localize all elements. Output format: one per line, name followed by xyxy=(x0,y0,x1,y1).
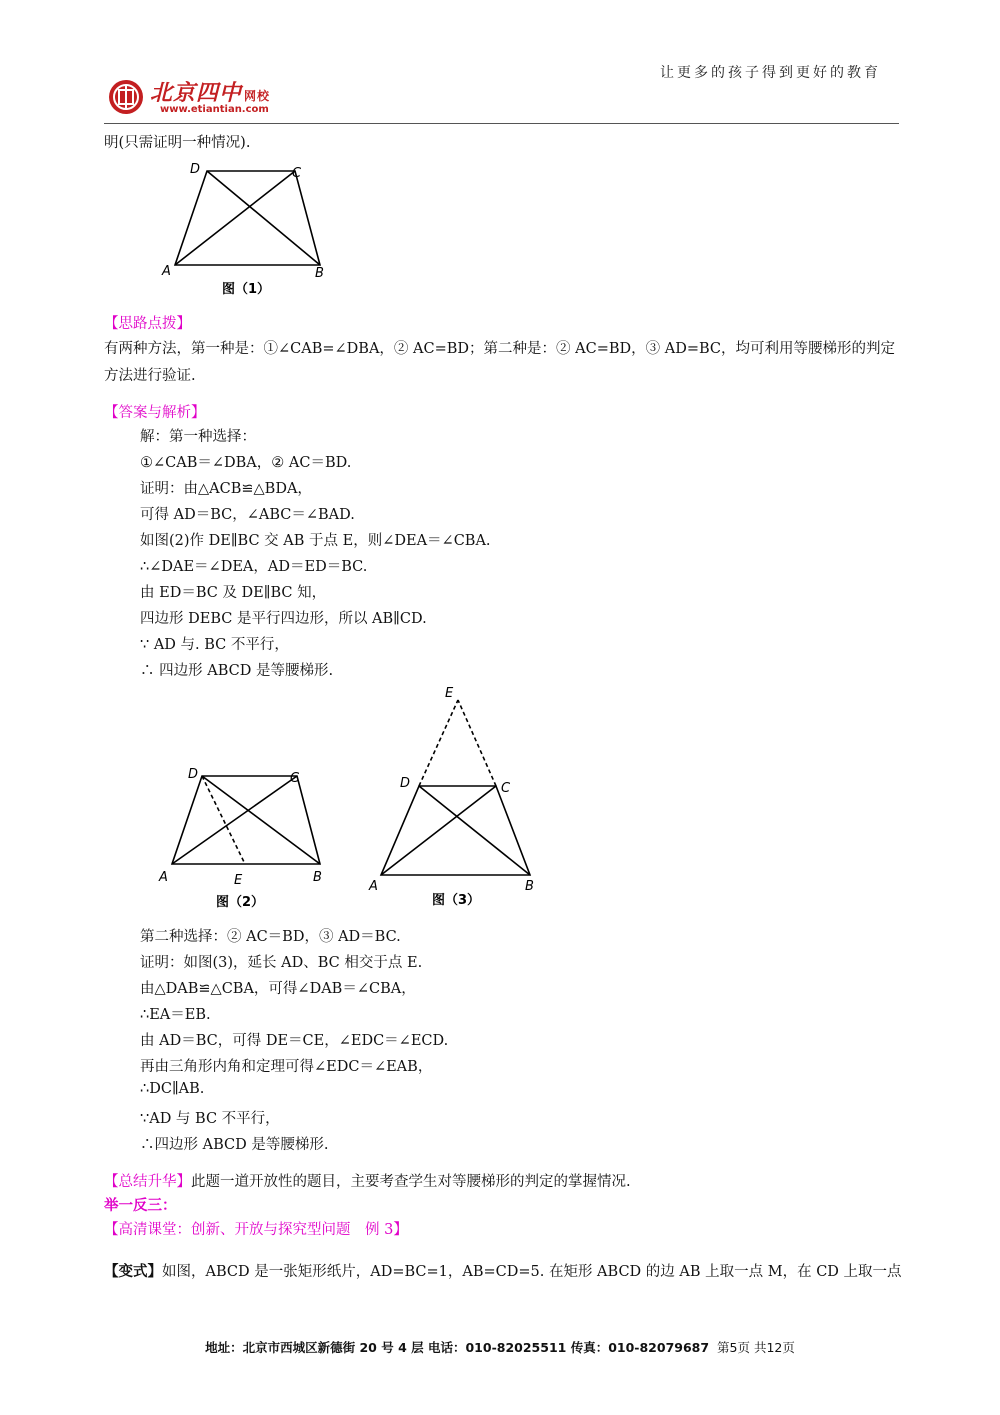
answer-line: ∴ 四边形 ABCD 是等腰梯形. xyxy=(140,663,334,679)
fig3-diagonal-ac xyxy=(381,786,496,875)
fig3-label-e: E xyxy=(445,686,454,701)
answer-line: ①∠CAB＝∠DBA，② AC＝BD. xyxy=(140,455,352,471)
practice-heading: 举一反三： xyxy=(104,1197,177,1214)
variant xyxy=(104,1260,902,1281)
fig1-label-a: A xyxy=(162,264,171,279)
figure-1 xyxy=(150,155,350,300)
fig3-label-a: A xyxy=(369,879,378,894)
answer-line: ∴EA＝EB. xyxy=(140,1007,211,1023)
answer-line: 由 AD＝BC，可得 DE＝CE，∠EDC＝∠ECD. xyxy=(140,1033,449,1049)
logo-url: www.etiantian.com xyxy=(160,104,269,115)
figure-2 xyxy=(150,760,340,915)
footer-page: 第5页 共12页 xyxy=(717,1340,795,1355)
fig1-diagonal-ac xyxy=(175,171,295,265)
fig3-label-c: C xyxy=(501,781,511,796)
answer-line: 可得 AD＝BC，∠ABC＝∠BAD. xyxy=(140,507,355,523)
hint-text: 有两种方法，第一种是：①∠CAB=∠DBA，② AC=BD；第二种是：② AC=BD，③ AD=BC，均可利用等腰梯形的判定方法进行验证. xyxy=(104,341,896,384)
answer-line: 证明：由△ACB≌△BDA， xyxy=(140,481,312,497)
variant-text: 如图，ABCD 是一张矩形纸片，AD=BC=1，AB=CD=5. 在矩形 ABCD 的边 AB 上取一点 M，在 CD 上取一点 xyxy=(162,1264,902,1280)
answer-line: 如图(2)作 DE∥BC 交 AB 于点 E，则∠DEA＝∠CBA. xyxy=(140,533,491,549)
variant-heading: 【变式】 xyxy=(104,1263,162,1280)
figure-3 xyxy=(365,680,555,910)
summary-heading: 【总结升华】 xyxy=(104,1174,191,1190)
fig3-label-d: D xyxy=(400,776,411,791)
answer-line: ∵AD 与 BC 不平行， xyxy=(140,1111,280,1127)
footer-address: 地址：北京市西城区新德街 20 号 4 层 电话：010-82025511 传真：010-82079687 xyxy=(205,1340,710,1355)
fig3-trapezoid xyxy=(381,786,530,875)
fig1-label-c: C xyxy=(292,166,302,181)
answer-line: 由△DAB≌△CBA，可得∠DAB＝∠CBA， xyxy=(140,981,416,997)
answer-line: 解：第一种选择： xyxy=(140,429,256,445)
fig2-label-a: A xyxy=(159,870,168,885)
fig2-diagonal-ac xyxy=(172,776,297,864)
page-footer xyxy=(0,1338,1000,1356)
fig2-label-b: B xyxy=(313,870,322,885)
fig1-label-d: D xyxy=(190,162,201,177)
fig2-diagonal-bd xyxy=(202,776,320,864)
logo-name xyxy=(150,76,270,107)
fig2-caption: 图（2） xyxy=(216,895,265,910)
answer-line: 再由三角形内角和定理可得∠EDC＝∠EAB， xyxy=(140,1059,433,1075)
fig1-caption: 图（1） xyxy=(222,282,271,297)
answer-line: 第二种选择：② AC＝BD，③ AD＝BC. xyxy=(140,929,401,945)
answer-line: 四边形 DEBC 是平行四边形，所以 AB∥CD. xyxy=(140,611,427,627)
lesson-link[interactable]: 【高清课堂：创新、开放与探究型问题 例 3】 xyxy=(104,1222,408,1238)
logo-name-text: 北京四中 xyxy=(150,81,243,106)
answer-line: ∵ AD 与. BC 不平行， xyxy=(140,637,289,653)
answer-line: 由 ED＝BC 及 DE∥BC 知， xyxy=(140,585,327,601)
intro-line: 明(只需证明一种情况). xyxy=(104,135,251,151)
fig3-dashed-de xyxy=(419,700,458,786)
header-divider xyxy=(104,123,899,124)
fig2-dashed-de xyxy=(202,776,245,864)
fig3-dashed-ce xyxy=(458,700,496,786)
fig2-label-d: D xyxy=(188,767,199,782)
answer-line: ∴∠DAE＝∠DEA，AD＝ED＝BC. xyxy=(140,559,368,575)
answer-line: ∴DC∥AB. xyxy=(140,1081,205,1097)
answer-line: ∴四边形 ABCD 是等腰梯形. xyxy=(140,1137,329,1153)
fig2-label-e: E xyxy=(234,873,243,888)
fig2-label-c: C xyxy=(290,771,300,786)
logo-suffix: 网校 xyxy=(244,89,271,103)
summary xyxy=(104,1170,631,1191)
answer-heading: 【答案与解析】 xyxy=(104,405,206,421)
fig3-label-b: B xyxy=(525,879,534,894)
answer-line: 证明：如图(3)，延长 AD、BC 相交于点 E. xyxy=(140,955,423,971)
hint-heading: 【思路点拨】 xyxy=(104,316,191,332)
fig3-caption: 图（3） xyxy=(432,893,481,908)
summary-text: 此题一道开放性的题目，主要考查学生对等腰梯形的判定的掌握情况. xyxy=(191,1174,631,1190)
fig2-trapezoid xyxy=(172,776,320,864)
fig1-label-b: B xyxy=(315,266,324,281)
header-slogan: 让更多的孩子得到更好的教育 xyxy=(660,65,881,81)
fig1-trapezoid xyxy=(175,171,320,265)
fig1-diagonal-bd xyxy=(207,171,320,265)
